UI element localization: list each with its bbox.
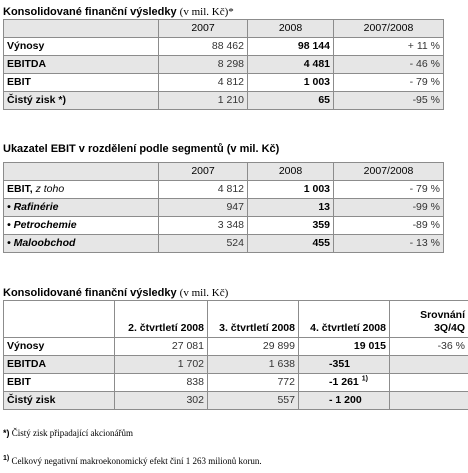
cell-q3: 772 [208, 374, 299, 392]
cell-2007: 4 812 [159, 181, 248, 199]
cell-q2: 838 [115, 374, 208, 392]
footnote-1 [3, 428, 133, 438]
table2-header-2007: 2007 [159, 163, 248, 181]
footnote-2-mark: 1) [3, 455, 10, 462]
table1-title [3, 6, 234, 18]
table-row [4, 338, 468, 356]
cell-q4 [299, 374, 390, 392]
cell-compare [390, 392, 468, 410]
table2-header-row [4, 163, 444, 181]
table1-unit: (v mil. Kč)* [179, 6, 234, 18]
table3-header-compare: Srovnání 3Q/4Q [390, 301, 468, 338]
cell-q3: 1 638 [208, 356, 299, 374]
table3-unit: (v mil. Kč) [179, 287, 229, 299]
row-label: Výnosy [4, 338, 115, 356]
row-label [4, 217, 159, 235]
row-label: Výnosy [4, 38, 159, 56]
cell-2008: 1 003 [248, 74, 334, 92]
table2-header-2008: 2008 [248, 163, 334, 181]
cell-q3: 557 [208, 392, 299, 410]
footnote-1-mark: *) [3, 428, 10, 438]
cell-q2: 302 [115, 392, 208, 410]
table-row [4, 235, 444, 253]
table-row [4, 356, 468, 374]
cell-q4: -351 [299, 356, 390, 374]
cell-change: -99 % [334, 199, 444, 217]
row-label: EBIT [4, 374, 115, 392]
row-label-segment: • Maloobchod [7, 237, 76, 249]
cell-compare [390, 356, 468, 374]
table2-header-change: 2007/2008 [334, 163, 444, 181]
table3-header-q2: 2. čtvrtletí 2008 [115, 301, 208, 338]
row-label [4, 181, 159, 199]
table1 [3, 19, 444, 110]
cell-2008: 65 [248, 92, 334, 110]
cell-2007: 3 348 [159, 217, 248, 235]
table-row [4, 181, 444, 199]
table3-header-blank [4, 301, 115, 338]
cell-2007: 8 298 [159, 56, 248, 74]
cell-q4: - 1 200 [299, 392, 390, 410]
cell-2007: 1 210 [159, 92, 248, 110]
cell-2008: 13 [248, 199, 334, 217]
table-row [4, 199, 444, 217]
table2-title [3, 143, 279, 155]
table1-header-change: 2007/2008 [334, 20, 444, 38]
table1-header-2008: 2008 [248, 20, 334, 38]
table-row [4, 92, 444, 110]
table3-header-q4: 4. čtvrtletí 2008 [299, 301, 390, 338]
row-label-segment: • Rafinérie [7, 201, 59, 213]
table3-title [3, 287, 228, 299]
cell-q4-value: -1 261 [329, 376, 359, 388]
row-label: Čistý zisk *) [4, 92, 159, 110]
table3-header-q3: 3. čtvrtletí 2008 [208, 301, 299, 338]
cell-change: - 79 % [334, 74, 444, 92]
cell-2008: 98 144 [248, 38, 334, 56]
cell-2008: 4 481 [248, 56, 334, 74]
table-row [4, 74, 444, 92]
cell-change: - 79 % [334, 181, 444, 199]
cell-2008: 1 003 [248, 181, 334, 199]
table-row [4, 374, 468, 392]
cell-change: - 13 % [334, 235, 444, 253]
cell-q2: 1 702 [115, 356, 208, 374]
table3-header-row [4, 301, 468, 338]
table3 [3, 300, 468, 410]
row-label [4, 199, 159, 217]
row-label-main: EBIT, [7, 183, 33, 195]
footnote-1-text: Čistý zisk připadající akcionářům [9, 428, 133, 438]
table-row [4, 392, 468, 410]
cell-change: + 11 % [334, 38, 444, 56]
cell-2008: 455 [248, 235, 334, 253]
row-label: EBITDA [4, 356, 115, 374]
table2-title-text: Ukazatel EBIT v rozdělení podle segmentů [3, 143, 224, 155]
row-label: Čistý zisk [4, 392, 115, 410]
cell-change: -89 % [334, 217, 444, 235]
cell-2007: 947 [159, 199, 248, 217]
footnote-2 [3, 455, 262, 466]
cell-q4: 19 015 [299, 338, 390, 356]
table-row [4, 38, 444, 56]
table2-unit: (v mil. Kč) [226, 143, 280, 155]
row-label-suffix: z toho [35, 183, 65, 195]
table-row [4, 56, 444, 74]
table2 [3, 162, 444, 253]
cell-2007: 88 462 [159, 38, 248, 56]
cell-compare [390, 374, 468, 392]
row-label: EBIT [4, 74, 159, 92]
row-label [4, 235, 159, 253]
cell-2007: 524 [159, 235, 248, 253]
cell-q3: 29 899 [208, 338, 299, 356]
table2-header-blank [4, 163, 159, 181]
cell-2008: 359 [248, 217, 334, 235]
cell-q2: 27 081 [115, 338, 208, 356]
table1-header-2007: 2007 [159, 20, 248, 38]
table1-header-row [4, 20, 444, 38]
cell-change: -95 % [334, 92, 444, 110]
footnote-2-text: Celkový negativní makroekonomický efekt činí 1 263 milionů korun. [9, 456, 262, 466]
row-label: EBITDA [4, 56, 159, 74]
table1-header-blank [4, 20, 159, 38]
table1-title-text: Konsolidované finanční výsledky [3, 6, 177, 18]
footnote-ref: 1) [361, 375, 368, 383]
cell-compare: -36 % [390, 338, 468, 356]
cell-2007: 4 812 [159, 74, 248, 92]
cell-change: - 46 % [334, 56, 444, 74]
row-label-segment: • Petrochemie [7, 219, 77, 231]
table-row [4, 217, 444, 235]
table3-title-text: Konsolidované finanční výsledky [3, 287, 177, 299]
